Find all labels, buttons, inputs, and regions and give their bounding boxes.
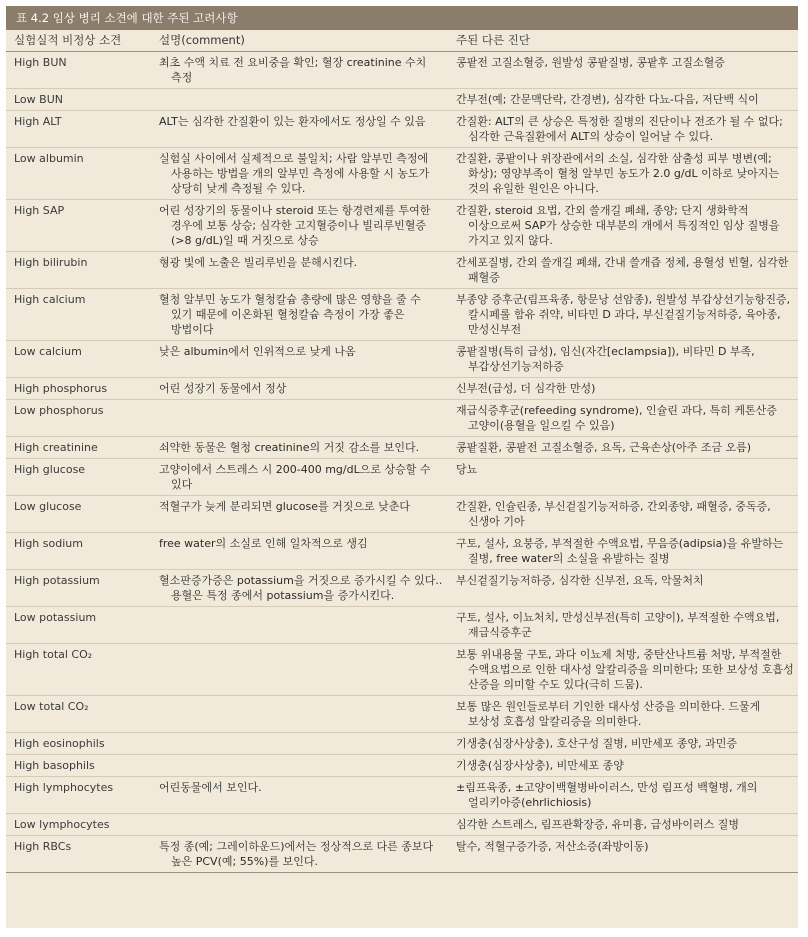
comment-cell <box>151 459 448 496</box>
diagnosis-cell-text: 콩팥전 고질소혈증, 원발성 콩팥질병, 콩팥후 고질소혈증 <box>456 56 725 69</box>
finding-cell <box>6 252 151 289</box>
diagnosis-cell <box>448 777 798 814</box>
diagnosis-cell-text: 구토, 설사, 요붕증, 부적절한 수액요법, 무음증(adipsia)을 유발하는 질병, free water의 소실을 유발하는 질병 <box>456 537 784 565</box>
diagnosis-cell <box>448 570 798 607</box>
finding-cell-text: High total CO₂ <box>14 648 93 661</box>
comment-cell <box>151 733 448 755</box>
table-row <box>6 252 798 289</box>
table-row <box>6 755 798 777</box>
table-row <box>6 111 798 148</box>
comment-cell <box>151 496 448 533</box>
diagnosis-cell <box>448 733 798 755</box>
finding-cell-text: Low total CO₂ <box>14 700 89 713</box>
comment-cell <box>151 533 448 570</box>
finding-cell-text: Low phosphorus <box>14 404 104 417</box>
finding-cell-text: High glucose <box>14 463 86 476</box>
table-row <box>6 52 798 89</box>
finding-cell <box>6 378 151 400</box>
comment-cell-text: 혈청 알부민 농도가 혈청칼슘 총량에 많은 영향을 줄 수 있기 때문에 이온화된 혈청칼슘 측정이 가장 좋은 방법이다 <box>159 293 421 336</box>
finding-cell-text: High SAP <box>14 204 65 217</box>
diagnosis-cell-text: 심각한 스트레스, 림프관확장증, 유미흉, 급성바이러스 질병 <box>456 818 739 831</box>
finding-cell-text: Low lymphocytes <box>14 818 110 831</box>
table-row <box>6 200 798 252</box>
table-row <box>6 437 798 459</box>
finding-cell-text: High lymphocytes <box>14 781 114 794</box>
lab-findings-table <box>6 30 798 873</box>
table-row <box>6 533 798 570</box>
comment-cell <box>151 89 448 111</box>
finding-cell <box>6 289 151 341</box>
finding-cell <box>6 341 151 378</box>
diagnosis-cell-text: 콩팥질환, 콩팥전 고질소혈증, 요독, 근육손상(아주 조금 오름) <box>456 441 752 454</box>
finding-cell <box>6 111 151 148</box>
finding-cell-text: High basophils <box>14 759 95 772</box>
comment-cell <box>151 289 448 341</box>
finding-cell-text: High calcium <box>14 293 86 306</box>
diagnosis-cell-text: ±림프육종, ±고양이백혈병바이러스, 만성 림프성 백혈병, 개의 얼리키아증(ehrlichiosis) <box>456 781 758 809</box>
finding-cell <box>6 148 151 200</box>
finding-cell-text: High creatinine <box>14 441 98 454</box>
diagnosis-cell-text: 부신겉질기능저하증, 심각한 신부전, 요독, 악물처치 <box>456 574 704 587</box>
comment-cell <box>151 836 448 873</box>
comment-cell <box>151 755 448 777</box>
finding-cell <box>6 570 151 607</box>
diagnosis-cell-text: 간세포질병, 간외 쓸개길 폐쇄, 간내 쓸개즙 정체, 용혈성 빈혈, 심각한 패혈증 <box>456 256 789 284</box>
comment-cell <box>151 148 448 200</box>
comment-cell <box>151 341 448 378</box>
diagnosis-cell <box>448 200 798 252</box>
diagnosis-cell <box>448 252 798 289</box>
diagnosis-cell-text: 보통 많은 원인들로부터 기인한 대사성 산증을 의미한다. 드물게 보상성 호흡성 알칼리증을 의미한다. <box>456 700 761 728</box>
finding-cell <box>6 814 151 836</box>
table-row <box>6 570 798 607</box>
diagnosis-cell <box>448 814 798 836</box>
comment-cell-text: 적혈구가 늦게 분리되면 glucose를 거짓으로 낮춘다 <box>159 500 411 513</box>
table-header-row <box>6 30 798 52</box>
comment-cell-text: 형광 빛에 노출은 빌리루빈을 분해시킨다. <box>159 256 358 269</box>
column-header-diagnosis: 주된 다른 진단 <box>448 30 798 52</box>
comment-cell-text: 쇠약한 동물은 혈청 creatinine의 거짓 감소를 보인다. <box>159 441 420 454</box>
table-row <box>6 89 798 111</box>
comment-cell-text: 특정 종(예; 그레이하운드)에서는 정상적으로 다른 종보다 높은 PCV(예; 55%)를 보인다. <box>159 840 434 868</box>
table-row <box>6 814 798 836</box>
finding-cell-text: Low calcium <box>14 345 82 358</box>
table-row <box>6 459 798 496</box>
diagnosis-cell-text: 구토, 설사, 이뇨처치, 만성신부전(특히 고양이), 부적절한 수액요법, 재급식증후군 <box>456 611 780 639</box>
finding-cell <box>6 733 151 755</box>
finding-cell <box>6 437 151 459</box>
comment-cell-text: free water의 소실로 인해 일차적으로 생김 <box>159 537 368 550</box>
comment-cell-text: 실험실 사이에서 실제적으로 불일치; 사람 알부민 측정에 사용하는 방법을 개의 알부민 측정에 사용할 시 농도가 상당히 낮게 측정될 수 있다. <box>159 152 430 195</box>
comment-cell <box>151 378 448 400</box>
comment-cell <box>151 814 448 836</box>
diagnosis-cell-text: 당뇨 <box>456 463 478 476</box>
comment-cell <box>151 570 448 607</box>
finding-cell <box>6 459 151 496</box>
diagnosis-cell-text: 신부전(급성, 더 심각한 만성) <box>456 382 596 395</box>
table-row <box>6 400 798 437</box>
diagnosis-cell-text: 간질환: ALT의 큰 상승은 특정한 질병의 진단이나 전조가 될 수 없다; 심각한 근육질환에서 ALT의 상승이 일어날 수 있다. <box>456 115 783 143</box>
diagnosis-cell <box>448 437 798 459</box>
diagnosis-cell-text: 간부전(예; 간문맥단락, 간경변), 심각한 다뇨-다음, 저단백 식이 <box>456 93 759 106</box>
diagnosis-cell <box>448 755 798 777</box>
diagnosis-cell <box>448 400 798 437</box>
table-row <box>6 148 798 200</box>
finding-cell-text: Low albumin <box>14 152 84 165</box>
comment-cell <box>151 644 448 696</box>
finding-cell-text: High bilirubin <box>14 256 88 269</box>
finding-cell <box>6 755 151 777</box>
table-page <box>6 6 798 928</box>
diagnosis-cell <box>448 696 798 733</box>
comment-cell <box>151 607 448 644</box>
comment-cell <box>151 200 448 252</box>
table-row <box>6 607 798 644</box>
comment-cell <box>151 777 448 814</box>
column-header-finding: 실험실적 비정상 소견 <box>6 30 151 52</box>
finding-cell-text: High phosphorus <box>14 382 108 395</box>
diagnosis-cell <box>448 496 798 533</box>
comment-cell <box>151 400 448 437</box>
diagnosis-cell-text: 기생충(심장사상충), 비만세포 종양 <box>456 759 624 772</box>
table-title: 표 4.2 임상 병리 소견에 대한 주된 고려사항 <box>6 6 798 30</box>
table-row <box>6 378 798 400</box>
finding-cell-text: High eosinophils <box>14 737 105 750</box>
comment-cell <box>151 52 448 89</box>
diagnosis-cell <box>448 111 798 148</box>
finding-cell <box>6 836 151 873</box>
finding-cell-text: High RBCs <box>14 840 72 853</box>
diagnosis-cell <box>448 341 798 378</box>
comment-cell-text: 어린 성장기의 동물이나 steroid 또는 항경련제를 투여한 경우에 보통 상승; 심각한 고지혈증이나 빌리루빈혈증(>8 g/dL)일 때 거짓으로 상승 <box>159 204 431 247</box>
finding-cell-text: High BUN <box>14 56 67 69</box>
table-row <box>6 289 798 341</box>
diagnosis-cell <box>448 52 798 89</box>
finding-cell <box>6 644 151 696</box>
finding-cell <box>6 89 151 111</box>
table-row <box>6 733 798 755</box>
diagnosis-cell-text: 간질환, steroid 요법, 간외 쓸개길 폐쇄, 종양; 단지 생화학적 이상으로써 SAP가 상승한 대부분의 개에서 특징적인 임상 질병을 가지고 있지 않다. <box>456 204 780 247</box>
diagnosis-cell <box>448 607 798 644</box>
finding-cell <box>6 777 151 814</box>
comment-cell-text: 어린 성장기 동물에서 정상 <box>159 382 287 395</box>
finding-cell <box>6 533 151 570</box>
column-header-comment: 설명(comment) <box>151 30 448 52</box>
table-row <box>6 836 798 873</box>
diagnosis-cell-text: 재급식증후군(refeeding syndrome), 인슐린 과다, 특히 케톤산증 고양이(용혈을 일으킬 수 있음) <box>456 404 777 432</box>
diagnosis-cell-text: 보통 위내용물 구토, 과다 이뇨제 처방, 중탄산나트륨 처방, 부적절한 수액요법으로 인한 대사성 알칼리증을 의미한다; 또한 보상성 호흡성 산증을 의미할 수도 있다(극히 드뭄). <box>456 648 794 691</box>
comment-cell-text: ALT는 심각한 간질환이 있는 환자에서도 정상일 수 있음 <box>159 115 426 128</box>
finding-cell <box>6 496 151 533</box>
diagnosis-cell-text: 간질환, 인슐린종, 부신겉질기능저하증, 간외종양, 패혈증, 중독증, 신생아 기아 <box>456 500 771 528</box>
diagnosis-cell-text: 탈수, 적혈구증가증, 저산소증(좌방이동) <box>456 840 649 853</box>
diagnosis-cell-text: 부종양 증후군(림프육종, 항문낭 선암종), 원발성 부갑상선기능항진증, 칼시페롤 함유 쥐약, 비타민 D 과다, 부신겉질기능저하증, 육아종, 만성신부전 <box>456 293 791 336</box>
diagnosis-cell <box>448 89 798 111</box>
diagnosis-cell <box>448 644 798 696</box>
table-row <box>6 644 798 696</box>
diagnosis-cell-text: 기생충(심장사상충), 호산구성 질병, 비만세포 종양, 과민증 <box>456 737 737 750</box>
diagnosis-cell <box>448 459 798 496</box>
comment-cell-text: 최초 수액 치료 전 요비중을 확인; 혈장 creatinine 수치 측정 <box>159 56 427 84</box>
finding-cell-text: High potassium <box>14 574 100 587</box>
comment-cell <box>151 696 448 733</box>
finding-cell-text: High ALT <box>14 115 62 128</box>
finding-cell-text: Low glucose <box>14 500 82 513</box>
diagnosis-cell <box>448 148 798 200</box>
finding-cell-text: Low potassium <box>14 611 97 624</box>
finding-cell-text: Low BUN <box>14 93 63 106</box>
diagnosis-cell <box>448 378 798 400</box>
table-row <box>6 341 798 378</box>
diagnosis-cell <box>448 533 798 570</box>
diagnosis-cell <box>448 289 798 341</box>
finding-cell <box>6 200 151 252</box>
finding-cell <box>6 52 151 89</box>
diagnosis-cell-text: 콩팥질병(특히 급성), 임신(자간[eclampsia]), 비타민 D 부족, 부갑상선기능저하증 <box>456 345 755 373</box>
comment-cell-text: 낮은 albumin에서 인위적으로 낮게 나옴 <box>159 345 356 358</box>
table-row <box>6 777 798 814</box>
finding-cell <box>6 607 151 644</box>
diagnosis-cell-text: 간질환, 콩팥이나 위장관에서의 소실, 심각한 삼출성 피부 병변(예; 화상); 영양부족이 혈청 알부민 농도가 2.0 g/dL 이하로 낮아지는 것의 유일한 원인은 아니다. <box>456 152 780 195</box>
comment-cell <box>151 252 448 289</box>
comment-cell-text: 고양이에서 스트레스 시 200-400 mg/dL으로 상승할 수 있다 <box>159 463 431 491</box>
diagnosis-cell <box>448 836 798 873</box>
finding-cell <box>6 400 151 437</box>
finding-cell <box>6 696 151 733</box>
comment-cell <box>151 437 448 459</box>
finding-cell-text: High sodium <box>14 537 83 550</box>
comment-cell <box>151 111 448 148</box>
table-row <box>6 696 798 733</box>
table-row <box>6 496 798 533</box>
comment-cell-text: 어린동물에서 보인다. <box>159 781 262 794</box>
comment-cell-text: 혈소판증가증은 potassium을 거짓으로 증가시킬 수 있다.. 용혈은 특정 종에서 potassium을 증가시킨다. <box>159 574 443 602</box>
